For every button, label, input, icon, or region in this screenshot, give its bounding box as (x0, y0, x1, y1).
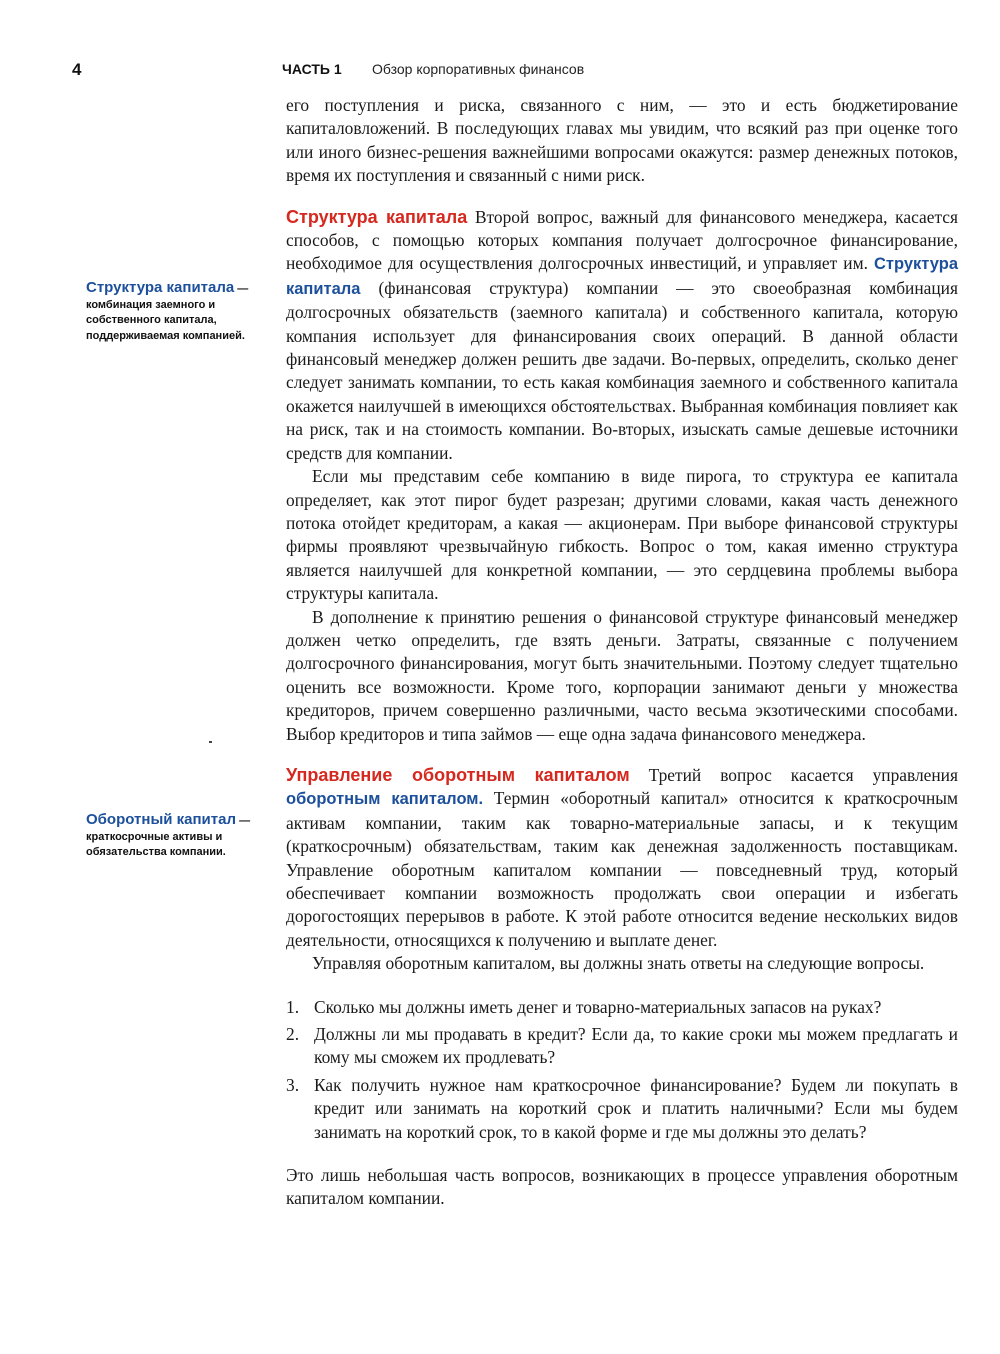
margin-note-definition: — краткосрочные активы и обязательства компании. (86, 815, 251, 858)
paragraph: Если мы представим себе компанию в виде пирога, то структура ее капитала определяет, как этот пирог будет разрезан; другими словами, какая часть денежного потока отойдет кредиторам, а какая — акционерам. При выборе финансовой структуры фирмы проявляют чрезвычайную гибкость. Вопрос о том, какая именно структура является наилучшей для конкретной компании, — это сердцевина проблемы выбора структуры капитала. (286, 466, 958, 604)
margin-note-definition: — комбинация заемного и собственного капитала, поддерживаемая компанией. (86, 283, 249, 342)
list-text: Должны ли мы продавать в кредит? Если да, то какие сроки мы можем предлагать и кому мы сможем их продлевать? (314, 1024, 958, 1068)
term-highlight: оборотным капиталом. (286, 790, 484, 809)
page-number: 4 (72, 60, 82, 79)
list-item (286, 1023, 958, 1070)
part-label: ЧАСТЬ 1 (282, 61, 342, 77)
list-text: Сколько мы должны иметь денег и товарно-материальных запасов на руках? (314, 996, 882, 1017)
paragraph-text: Второй вопрос, важный для финансового менеджера, касается способов, с помощью которых компания получает долгосрочное финансирование, необходимое для осуществления долгосрочных инвестиций, и управляет им. (286, 206, 958, 274)
question-list (286, 996, 958, 1144)
page-header (0, 56, 1000, 84)
stray-mark (209, 741, 212, 743)
intro-paragraph: его поступления и риска, связанного с ним, — это и есть бюджетирование капиталовложений. В последующих главах мы увидим, что всякий раз при оценке того или иного бизнес-решения важнейшими вопросами окажутся: размер денежных потоков, время их поступления и связанный с ними риск. (286, 95, 958, 186)
part-title: Обзор корпоративных финансов (372, 61, 585, 77)
list-number: 3. (286, 1074, 300, 1095)
section-title-working-capital: Управление оборотным капиталом (286, 764, 630, 785)
margin-note-working-capital (86, 810, 261, 861)
margin-note-capital-structure (86, 278, 261, 344)
list-item (286, 1074, 958, 1144)
closing-paragraph: Это лишь небольшая часть вопросов, возникающих в процессе управления оборотным капиталом компании. (286, 1165, 958, 1209)
list-number: 1. (286, 996, 300, 1017)
list-item (286, 996, 958, 1019)
working-capital-paragraph (286, 764, 958, 952)
list-text: Как получить нужное нам краткосрочное финансирование? Будем ли покупать в кредит или занимать на короткий срок и платить наличными? Если мы будем занимать на короткий срок, то в какой форме и где мы должны это делать? (314, 1074, 958, 1142)
margin-note-term: Оборотный капитал (86, 811, 236, 828)
term-highlight: Структура капитала (286, 255, 958, 298)
paragraph: В дополнение к принятию решения о финансовой структуре финансовый менеджер должен четко определить, где взять деньги. Затраты, связанные с получением долгосрочного финансирования, могут быть значительными. Поэтому следует тщательно оценить все возможности. Кроме того, корпорации занимают деньги у множества кредиторов, причем совершенно различными, часто весьма экзотическими способами. Выбор кредиторов и типа займов — еще одна задача финансового менеджера. (286, 606, 958, 744)
section-title-capital-structure: Структура капитала (286, 206, 468, 227)
paragraph: Управляя оборотным капиталом, вы должны знать ответы на следующие вопросы. (312, 953, 925, 974)
paragraph-text: Третий вопрос касается управления (648, 764, 958, 785)
paragraph-text: (финансовая структура) компании — это своеобразная комбинация долгосрочных обязательств (заемного капитала) и собственного капитала, которую компания использует для финансирования своих операций. В данной области финансовый менеджер должен решить две задачи. Во-первых, определить, сколько денег следует занимать компании, то есть какая комбинация заемного и собственного капитала окажется наилучшей в имеющихся обстоятельствах. Выбранная комбинация повлияет как на риск, так и на стоимость компании. Во-вторых, изыскать самые дешевые источники средств для компании. (286, 277, 958, 463)
main-text (286, 94, 958, 1211)
paragraph-text: Термин «оборотный капитал» относится к краткосрочным активам компании, таким как товарно-материальные запасы, и к текущим (краткосрочным) обязательствам, таким как денежная задолженность поставщикам. Управление оборотным капиталом компании — повседневный труд, который обеспечивает компании возможность продолжать свои операции и избегать дорогостоящих перерывов в работе. К этой работе относится ведение нескольких видов деятельности, относящихся к получению и выплате денег. (286, 788, 958, 950)
margin-note-term: Структура капитала (86, 279, 235, 296)
list-number: 2. (286, 1024, 300, 1045)
capital-structure-paragraph (286, 206, 958, 465)
